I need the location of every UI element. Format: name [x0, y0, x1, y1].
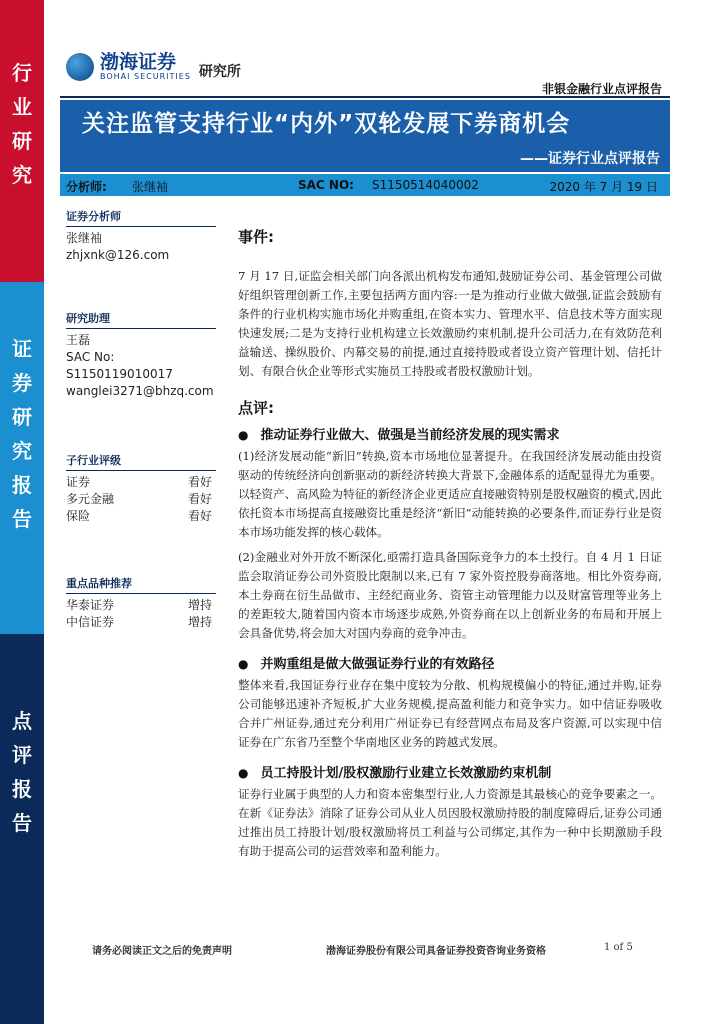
sidebar-char: 评 [12, 743, 32, 767]
bullet-heading: ● 并购重组是做大做强证券行业的有效路径 [238, 653, 662, 672]
sidebar-char: 业 [12, 95, 32, 119]
rating-row [66, 474, 212, 491]
sidebar-industry-research [0, 0, 44, 282]
bullet-heading: ● 推动证券行业做大、做强是当前经济发展的现实需求 [238, 424, 662, 443]
institute-name: 研究所 [198, 63, 241, 80]
company-logo [66, 52, 241, 81]
recommend-row [66, 597, 212, 614]
rating-row [66, 491, 212, 508]
event-paragraph: 7 月 17 日,证监会相关部门向各派出机构发布通知,鼓励证券公司、基金管理公司做好组织管理创新工作,主要包括两方面内容:一是为推动行业做大做强,证监会鼓励有条件的行业机构实施市场化并购重组,在资本实力、管理水平、信息技术等方面实现快速发展;二是为支持行业机构建立长效激励约束机制,提升公司活力,在有效防范利益输送、操纵股价、内幕交易的前提,通过直接持股或者设立资产管理计划、信托计划、有限合伙企业等形式实施员工持股或者股权激励计划。 [238, 269, 662, 378]
footer-disclaimer: 请务必阅读正文之后的免责声明 [92, 946, 232, 957]
report-title: 关注监管支持行业“内外”双轮发展下券商机会 [82, 111, 571, 137]
sidebar-char: 行 [12, 61, 32, 85]
sidebar-char: 究 [12, 163, 32, 187]
recommend-name: 华泰证券 [66, 598, 115, 612]
sidebar-char: 告 [12, 507, 32, 531]
rating-value: 看好 [187, 492, 212, 506]
analyst-name: 张继袖 [132, 180, 169, 194]
paragraph: 证券行业属于典型的人力和资本密集型行业,人力资源是其最核心的竞争要素之一。在新《证券法》消除了证券公司从业人员因股权激励持股的制度障碍后,证券公司通过推出员工持股计划/股权激励将员工利益与公司绑定,其作为一种中长期激励手段有助于提高公司的运营效率和盈利能力。 [238, 787, 662, 858]
sidebar-char: 券 [12, 371, 32, 395]
recommend-row [66, 614, 212, 631]
assistant-section-head: 研究助理 [66, 310, 216, 329]
sidebar-char: 点 [12, 709, 32, 733]
rating-name: 保险 [66, 509, 91, 523]
sac-label: SAC NO: [298, 178, 354, 192]
report-date: 2020 年 7 月 19 日 [549, 180, 658, 194]
sidebar-char: 究 [12, 439, 32, 463]
sidebar-char: 报 [12, 777, 32, 801]
report-type: 非银金融行业点评报告 [541, 82, 662, 96]
rating-name: 多元金融 [66, 492, 115, 506]
ratings-section-head: 子行业评级 [66, 452, 216, 471]
sidebar-char: 研 [12, 129, 32, 153]
assistant-email: wanglei3271@bhzq.com [66, 384, 214, 398]
sidebar-char: 告 [12, 811, 32, 835]
recommend-name: 中信证券 [66, 615, 115, 629]
recommend-rating: 增持 [187, 598, 212, 612]
footer-company: 渤海证券股份有限公司具备证券投资咨询业务资格 [326, 946, 546, 957]
rating-name: 证券 [66, 475, 91, 489]
rating-value: 看好 [187, 475, 212, 489]
event-heading: 事件: [238, 228, 274, 246]
sidebar-char: 证 [12, 337, 32, 361]
paragraph: (2)金融业对外开放不断深化,亟需打造具备国际竞争力的本土投行。自 4 月 1 日证监会取消证券公司外资股比限制以来,已有 7 家外资控股券商落地。相比外资券商,本土券商在衍生品做市、主经纪商业务、资管主动管理能力以及财富管理等业务上的差距较大,随着国内资本市场逐步成熟,外资券商在以上创新业务的布局和开展上会具备优势,将会加大对国内券商的竞争冲击。 [238, 550, 662, 640]
analyst-section-head: 证券分析师 [66, 208, 216, 227]
sidebar-securities-report [0, 282, 44, 634]
header-divider [60, 96, 670, 98]
report-subtitle: ——证券行业点评报告 [520, 151, 660, 167]
analyst-email: zhjxnk@126.com [66, 248, 170, 262]
paragraph: (1)经济发展动能“新旧”转换,资本市场地位显著提升。在我国经济发展动能由投资驱动的传统经济向创新驱动的新经济转换大背景下,金融体系的适配显得尤为重要。以轻资产、高风险为特征的新经济企业更适应直接融资特别是股权融资的模式,因此依托资本市场提高直接融资比重是经济“新旧”动能转换的必要条件,而证券行业是资本市场功能发挥的核心载体。 [238, 449, 662, 539]
analyst-info-row [60, 174, 670, 196]
sidebar-char: 报 [12, 473, 32, 497]
recommend-rating: 增持 [187, 615, 212, 629]
analyst-name-left: 张继袖 [66, 231, 103, 245]
recommend-section-head: 重点品种推荐 [66, 575, 216, 594]
left-column [66, 200, 216, 631]
rating-row [66, 508, 212, 525]
rating-value: 看好 [187, 509, 212, 523]
assistant-name: 王磊 [66, 333, 91, 347]
logo-mark-icon [66, 53, 94, 81]
paragraph: 整体来看,我国证券行业存在集中度较为分散、机构规模偏小的特征,通过并购,证券公司能够迅速补齐短板,扩大业务规模,提高盈利能力和竞争实力。如中信证券吸收合并广州证券,通过充分利用广州证券已有经营网点布局及客户资源,可以实现中信证券在广东省乃至整个华南地区业务的跨越式发展。 [238, 678, 662, 749]
sac-number: S1150514040002 [372, 178, 479, 192]
logo-name: 渤海证券 [100, 51, 177, 73]
assistant-sac: SAC No: S1150119010017 [66, 350, 173, 381]
sidebar-char: 研 [12, 405, 32, 429]
title-banner [60, 100, 670, 172]
page-number: 1 of 5 [604, 942, 633, 953]
logo-english: BOHAI SECURITIES [100, 72, 191, 81]
bullet-heading: ● 员工持股计划/股权激励行业建立长效激励约束机制 [238, 762, 662, 781]
comment-heading: 点评: [238, 399, 274, 417]
main-column [238, 216, 662, 861]
sidebar-comment-report [0, 634, 44, 1024]
analyst-label: 分析师: [66, 180, 107, 194]
